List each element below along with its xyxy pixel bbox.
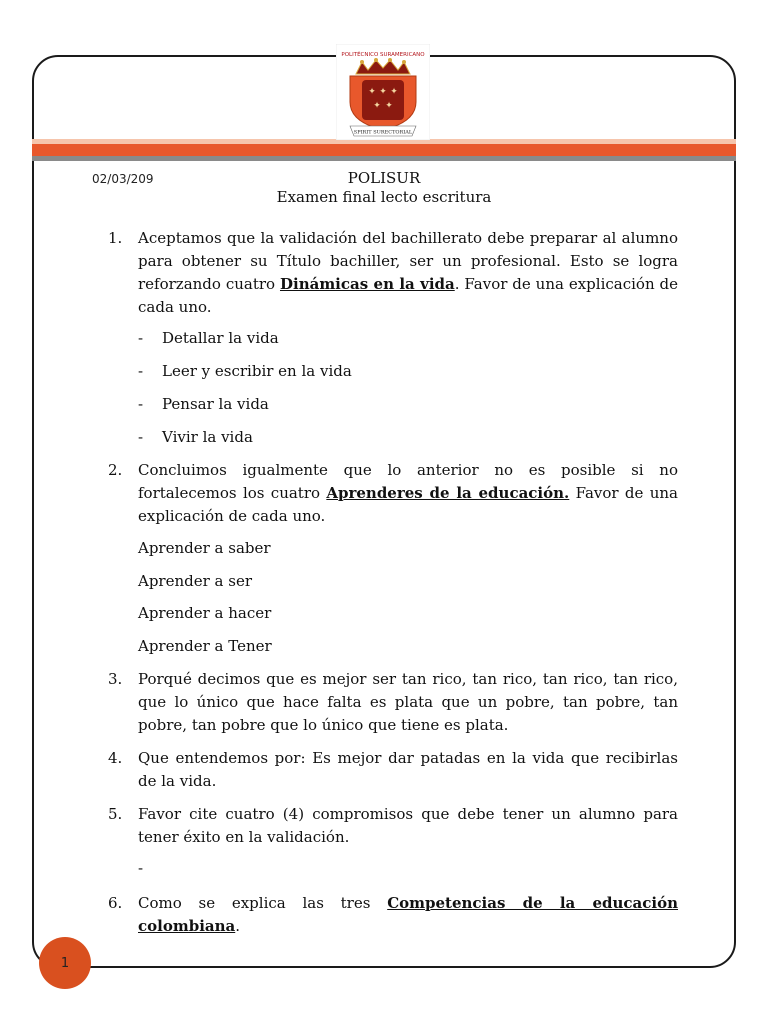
question-1-line-3: reforzando cuatro Dinámicas en la vida. Favor de una explicación de (138, 275, 678, 293)
question-number: 5. (108, 805, 123, 823)
list-item: Aprender a Tener (138, 637, 272, 655)
question-number: 4. (108, 749, 123, 767)
list-item: Aprender a saber (138, 539, 271, 557)
question-3 (108, 668, 678, 737)
list-dash: - (138, 329, 144, 347)
list-item: Vivir la vida (162, 428, 253, 446)
list-dash: - (138, 428, 144, 446)
question-1-line-4: cada uno. (138, 298, 212, 316)
question-number: 2. (108, 461, 123, 479)
svg-text:POLITÉCNICO SURAMERICANO: POLITÉCNICO SURAMERICANO (341, 52, 425, 58)
svg-text:✦: ✦ (379, 87, 387, 97)
svg-text:✦: ✦ (368, 87, 376, 97)
school-crest-icon (336, 44, 430, 140)
question-5 (108, 803, 678, 849)
document-title: POLISUR (347, 169, 421, 187)
question-number: 6. (108, 894, 123, 912)
question-1-line-1: Aceptamos que la validación del bachillerato debe preparar al alumno (138, 229, 678, 247)
list-dash: - (138, 395, 144, 413)
header-band-orange (32, 144, 736, 156)
answer-dash: - (138, 859, 144, 877)
list-item: Aprender a ser (138, 572, 253, 590)
page-number: 1 (60, 955, 70, 971)
question-number: 3. (108, 670, 123, 688)
page-number-badge (39, 937, 91, 989)
question-2 (108, 459, 678, 528)
question-1 (108, 227, 678, 319)
question-2-line-2: fortalecemos los cuatro Aprenderes de la educación. Favor de una (138, 484, 678, 502)
list-item: Pensar la vida (162, 395, 269, 413)
list-item: Leer y escribir en la vida (162, 362, 352, 380)
svg-text:✦: ✦ (373, 101, 381, 111)
emphasis-competencias: Competencias de la educación colombiana (138, 894, 679, 935)
list-item: Detallar la vida (162, 329, 279, 347)
question-6-text: Como se explica las tres Competencias de la educación colombiana. (138, 894, 679, 935)
question-number: 1. (108, 229, 123, 247)
school-logo (336, 44, 430, 140)
list-dash: - (138, 362, 144, 380)
question-4-text: Que entendemos por: Es mejor dar patadas en la vida que recibirlas de la vida. (138, 749, 678, 790)
question-2-line-1: Concluimos igualmente que lo anterior no es posible si no (138, 461, 678, 479)
question-6 (108, 892, 678, 938)
svg-text:SPIRIT SURECTORIAL: SPIRIT SURECTORIAL (353, 129, 413, 136)
question-5-text: Favor cite cuatro (4) compromisos que debe tener un alumno para tener éxito en la validación. (138, 805, 678, 846)
header-band-gray (32, 156, 736, 161)
question-4 (108, 747, 678, 793)
list-item: Aprender a hacer (138, 604, 272, 622)
exam-date: 02/03/209 (92, 172, 154, 186)
emphasis-aprenderes: Aprenderes de la educación. (326, 484, 570, 502)
question-3-text: Porqué decimos que es mejor ser tan rico, tan rico, tan rico, tan rico, que lo único que hace falta es plata que un pobre, tan pobre, tan pobre, tan pobre que lo único que tiene es plata. (138, 670, 678, 734)
document-subtitle: Examen final lecto escritura (276, 188, 492, 206)
question-1-line-2: para obtener su Título bachiller, ser un profesional. Esto se logra (138, 252, 678, 270)
emphasis-dinamicas: Dinámicas en la vida (279, 275, 455, 293)
svg-text:✦: ✦ (390, 87, 398, 97)
question-2-line-3: explicación de cada uno. (138, 507, 326, 525)
svg-text:✦: ✦ (385, 101, 393, 111)
